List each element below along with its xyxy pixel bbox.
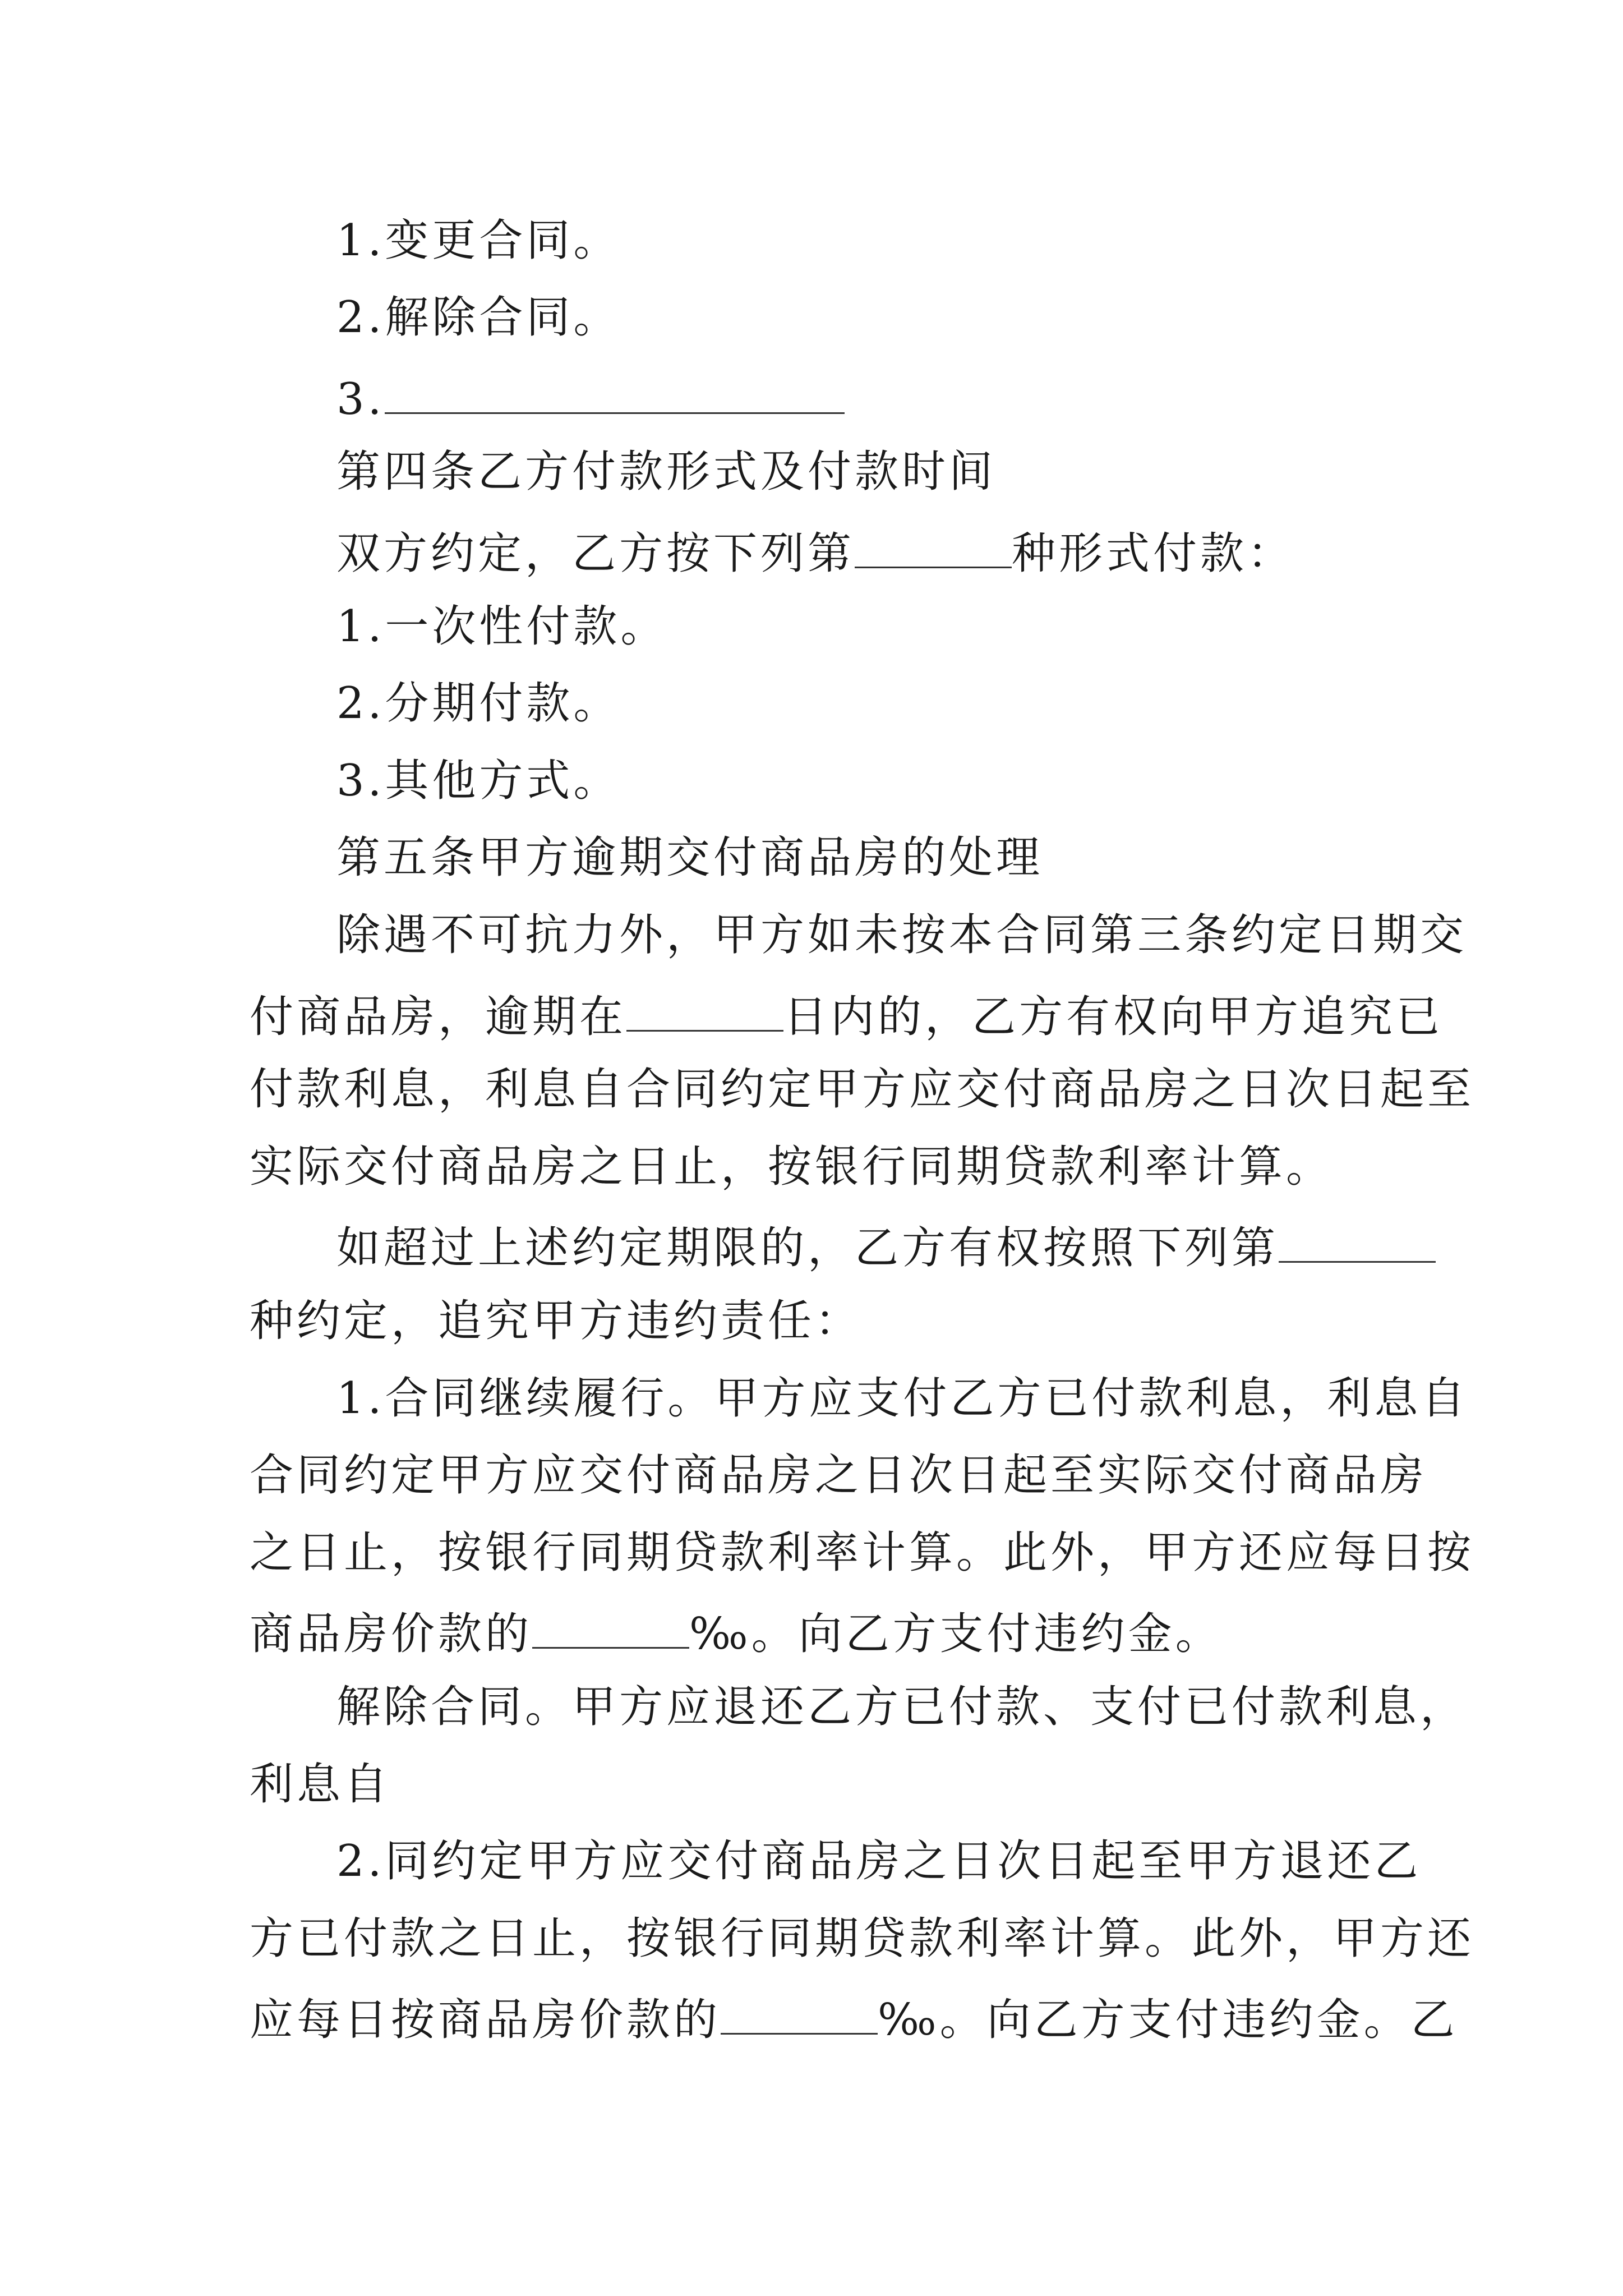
line-text: 2.分期付款。 [336, 678, 621, 729]
text-line [336, 527, 1295, 579]
text-line [250, 1142, 1334, 1192]
line-text: 2.同约定甲方应交付商品房之日次日起至甲方退还乙 [336, 1836, 1422, 1887]
fill-in-blank [1279, 1222, 1436, 1263]
text-line [336, 1836, 1422, 1887]
line-text: 第四条乙方付款形式及付款时间 [336, 447, 997, 497]
line-text: 合同约定甲方应交付商品房之日次日起至实际交付商品房 [250, 1450, 1428, 1501]
line-text: 付商品房，逾期在 [250, 992, 627, 1042]
text-line [336, 756, 621, 806]
text-line [336, 1373, 1469, 1424]
fill-in-blank [385, 373, 845, 414]
line-text: ‰。向乙方支付违约金。乙 [878, 1995, 1458, 2045]
section-heading [336, 447, 997, 497]
line-text: 方已付款之日止，按银行同期贷款利率计算。此外，甲方还 [250, 1913, 1475, 1964]
text-line [336, 1222, 1436, 1273]
text-line [250, 1994, 1458, 2045]
line-text: 3.其他方式。 [336, 756, 621, 806]
line-text: 解除合同。甲方应退还乙方已付款、支付已付款利息， [336, 1682, 1468, 1732]
line-text: 实际交付商品房之日止，按银行同期贷款利率计算。 [250, 1142, 1334, 1192]
line-text: 如超过上述约定期限的，乙方有权按照下列第 [336, 1223, 1279, 1273]
line-text: 双方约定，乙方按下列第 [336, 528, 855, 579]
line-text: 之日止，按银行同期贷款利率计算。此外，甲方还应每日按 [250, 1527, 1475, 1578]
line-text: 第五条甲方逾期交付商品房的处理 [336, 832, 1044, 883]
line-text: 利息自 [250, 1759, 391, 1810]
text-line [250, 1759, 391, 1810]
text-line [250, 991, 1444, 1042]
text-line [336, 678, 621, 729]
line-text: ‰。向乙方支付违约金。 [689, 1609, 1223, 1659]
line-text: 1.变更合同。 [336, 215, 621, 266]
text-line [336, 1682, 1468, 1732]
section-heading [336, 832, 1044, 883]
text-line [336, 292, 621, 343]
line-text: 2.解除合同。 [336, 292, 621, 343]
line-text: 3. [336, 374, 385, 425]
text-line [336, 910, 1468, 960]
text-line [250, 1450, 1428, 1501]
text-line [250, 1296, 863, 1346]
fill-in-blank [626, 991, 783, 1032]
line-text: 种形式付款： [1012, 528, 1295, 579]
text-line [336, 215, 621, 266]
text-line [336, 601, 668, 652]
fill-in-blank [855, 527, 1012, 568]
line-text: 付款利息，利息自合同约定甲方应交付商品房之日次日起至 [250, 1064, 1475, 1115]
text-line [250, 1064, 1475, 1115]
text-line [250, 1527, 1475, 1578]
line-text: 日内的，乙方有权向甲方追究已 [783, 992, 1444, 1042]
line-text: 商品房价款的 [250, 1609, 533, 1659]
text-line [250, 1608, 1223, 1659]
fill-in-blank [721, 1994, 878, 2035]
line-text: 1.合同继续履行。甲方应支付乙方已付款利息，利息自 [336, 1373, 1469, 1424]
line-text: 除遇不可抗力外，甲方如未按本合同第三条约定日期交 [336, 910, 1468, 960]
fill-in-blank [532, 1608, 689, 1649]
text-line [336, 373, 845, 425]
line-text: 应每日按商品房价款的 [250, 1995, 721, 2045]
text-line [250, 1913, 1475, 1964]
line-text: 种约定，追究甲方违约责任： [250, 1296, 863, 1346]
line-text: 1.一次性付款。 [336, 601, 668, 652]
